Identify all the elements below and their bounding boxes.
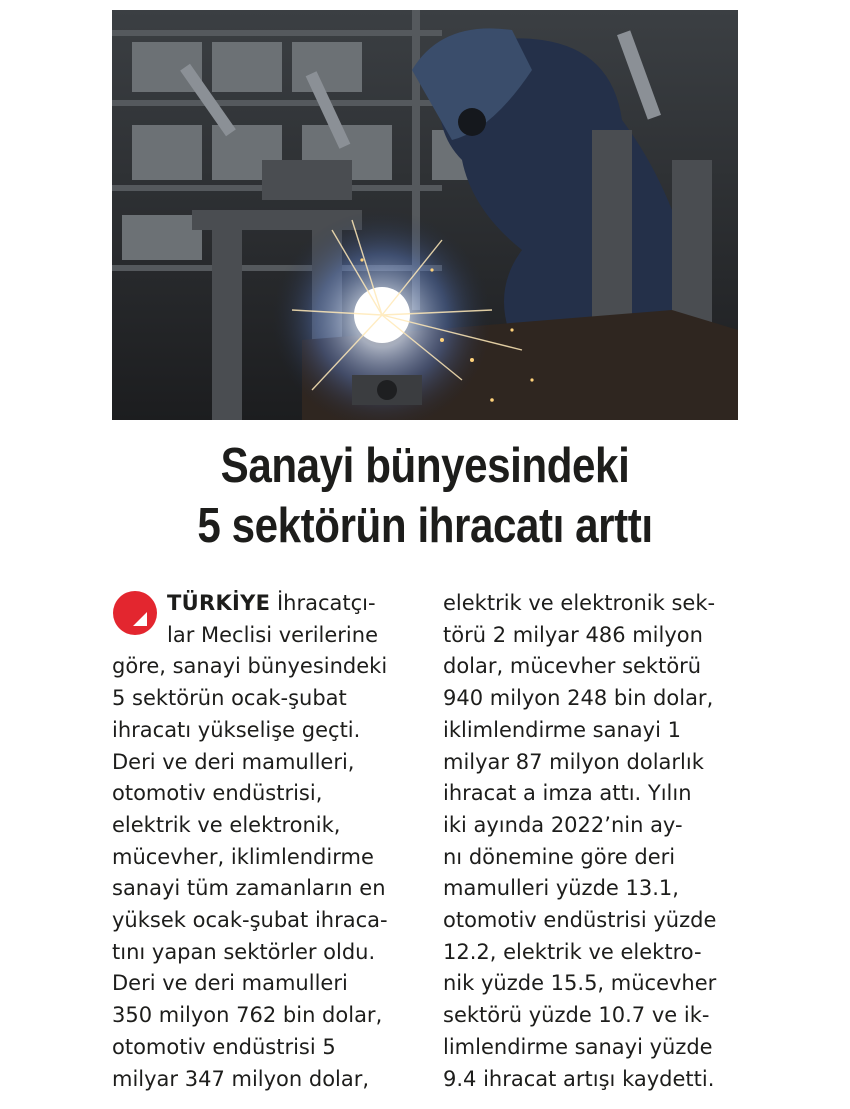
text-line: iklimlendirme sanayi 1 bbox=[443, 717, 681, 742]
text-line: otomotiv endüstrisi, bbox=[112, 781, 323, 806]
text-line: 9.4 ihracat artışı kaydetti. bbox=[443, 1066, 715, 1091]
text-line: göre, sanayi bünyesindeki bbox=[112, 654, 388, 679]
text-line: otomotiv endüstrisi 5 bbox=[112, 1034, 336, 1059]
text-line: ihracat a imza attı. Yılın bbox=[443, 781, 692, 806]
text-line: limlendirme sanayi yüzde bbox=[443, 1034, 713, 1059]
location-label: TÜRKİYE bbox=[167, 591, 271, 615]
article-column-right bbox=[443, 588, 743, 1095]
text-line: törü 2 milyar 486 milyon bbox=[443, 622, 703, 647]
headline-line-1: Sanayi bünyesindeki bbox=[220, 439, 630, 493]
text-line: 12.2, elektrik ve elektro- bbox=[443, 939, 702, 964]
text-line: elektrik ve elektronik, bbox=[112, 812, 341, 837]
text-line-start: İhracatçı- bbox=[276, 591, 376, 615]
welding-photo bbox=[112, 10, 738, 420]
article-column-left bbox=[112, 588, 422, 1095]
text-line: nı dönemine göre deri bbox=[443, 844, 676, 869]
text-line: Deri ve deri mamulleri, bbox=[112, 749, 355, 774]
text-line: iki ayında 2022’nin ay- bbox=[443, 812, 683, 837]
text-line: 350 milyon 762 bin dolar, bbox=[112, 1003, 383, 1028]
text-line: mamulleri yüzde 13.1, bbox=[443, 876, 679, 901]
text-line: milyar 347 milyon dolar, bbox=[112, 1066, 370, 1091]
text-line: tını yapan sektörler oldu. bbox=[112, 939, 376, 964]
text-line: Deri ve deri mamulleri bbox=[112, 971, 348, 996]
text-line: 940 milyon 248 bin dolar, bbox=[443, 686, 714, 711]
headline bbox=[60, 436, 791, 556]
text-line: lar Meclisi verilerine bbox=[167, 622, 378, 647]
text-line bbox=[112, 588, 422, 620]
text-line: elektrik ve elektronik sek- bbox=[443, 591, 716, 615]
text-line: milyar 87 milyon dolarlık bbox=[443, 749, 704, 774]
text-line: dolar, mücevher sektörü bbox=[443, 654, 702, 679]
text-line: sanayi tüm zamanların en bbox=[112, 876, 386, 901]
text-line: nik yüzde 15.5, mücevher bbox=[443, 971, 717, 996]
text-line: mücevher, iklimlendirme bbox=[112, 844, 374, 869]
headline-line-2: 5 sektörün ihracatı arttı bbox=[197, 499, 653, 553]
text-line: sektörü yüzde 10.7 ve ik- bbox=[443, 1003, 710, 1028]
text-line: otomotiv endüstrisi yüzde bbox=[443, 908, 717, 933]
text-line: ihracatı yükselişe geçti. bbox=[112, 717, 361, 742]
text-line: 5 sektörün ocak-şubat bbox=[112, 686, 347, 711]
text-line: yüksek ocak-şubat ihraca- bbox=[112, 908, 388, 933]
